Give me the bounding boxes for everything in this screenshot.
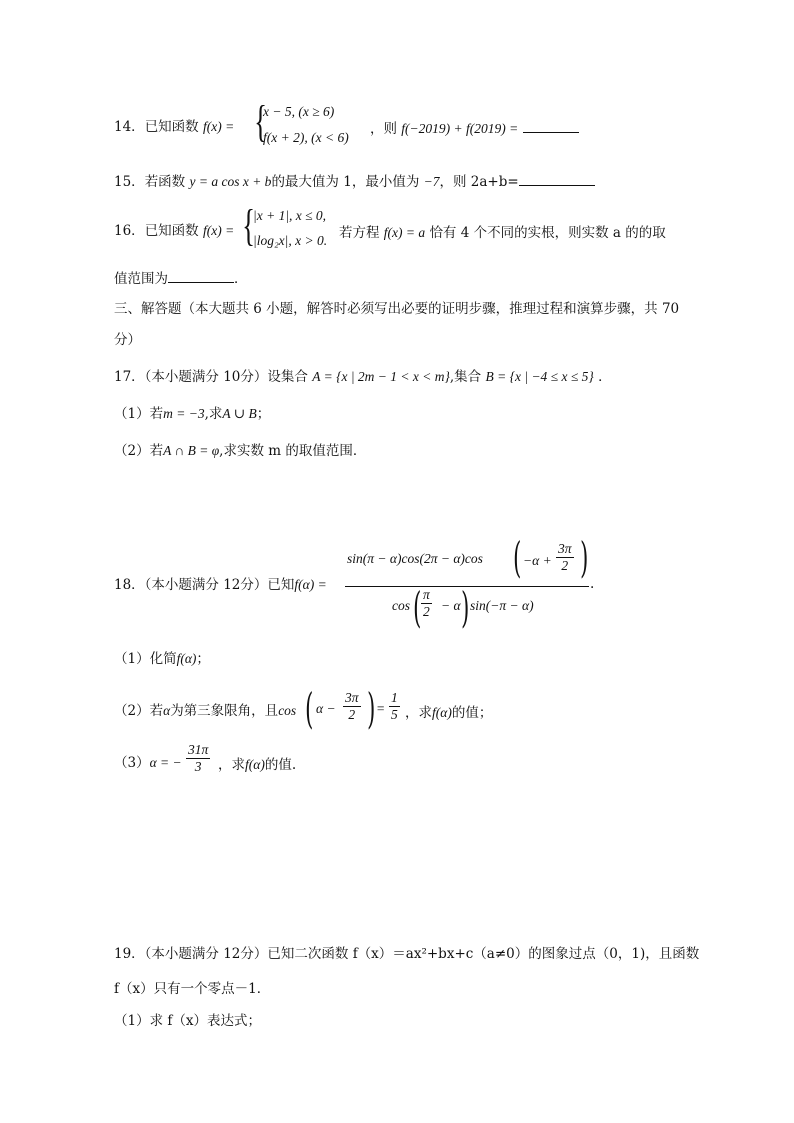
q18-denominator-cos: cos (392, 598, 410, 613)
q18-part2-value-top: 1 (391, 690, 398, 705)
q18-part3-alpha: α = − (149, 755, 182, 770)
q14-number: 14． (114, 119, 145, 135)
q18-part2-end: 的值； (451, 705, 493, 721)
q15-answer-blank[interactable] (519, 171, 595, 186)
q16-line2-end: ． (234, 271, 248, 287)
q14-brace: { (254, 97, 267, 146)
q19-part1: （1）求 f（x）表达式； (114, 1013, 261, 1029)
q18-part2-value-fraction (389, 690, 400, 723)
q18-heading: 18．（本小题满分 12分）已知 (114, 577, 295, 593)
q14-expression: f(−2019) + f(2019) = (401, 121, 519, 136)
q18-part2-value-bottom: 5 (391, 707, 398, 722)
q18-part2-right-paren: ) (367, 684, 376, 733)
q18-den-fraction-bottom: 2 (421, 603, 432, 620)
q15-expression: y = a cos x + b (189, 174, 272, 189)
q17-part2-prefix: （2）若 (114, 443, 164, 459)
q18-part3-fraction-top: 31π (188, 742, 209, 757)
q17-heading: 17．（本小题满分 10分）设集合 (114, 369, 308, 385)
q18-den-fraction (421, 587, 432, 620)
q18-num-fraction (556, 541, 574, 574)
q18-part2-fraction-top: 3π (345, 690, 359, 705)
q18-num-fraction-top: 3π (558, 541, 572, 556)
q18-part3-fraction (186, 742, 210, 775)
q16-text-b: 恰有 4 个不同的实根，则实数 a 的的取 (429, 225, 666, 241)
q14-function-name: f(x) = (202, 119, 235, 134)
q17-part2-expr: A ∩ B = φ (163, 443, 220, 458)
q17-end: ． (598, 369, 612, 385)
section-3-heading-line-2: 分） (114, 332, 141, 348)
q18-num-paren-text: −α + (523, 553, 552, 568)
q15-text-c: ，则 2a+b= (439, 174, 519, 190)
q16-case-2: |log₂x|, x > 0. (253, 233, 328, 248)
q17-set-b: B = {x | −4 ≤ x ≤ 5} (485, 369, 594, 384)
q18-part2-equals: = (376, 701, 386, 716)
q18-part3-f: f(α) (245, 757, 265, 772)
q18-numerator (347, 551, 483, 567)
q18-part3-fraction-bottom: 3 (186, 758, 210, 775)
q16-brace: { (242, 201, 255, 250)
q19-line-2: f（x）只有一个零点－1． (114, 981, 271, 997)
q18-part2-prefix: （2）若 (114, 703, 164, 719)
section-3-heading-line-1: 三、解答题（本大题共 6 小题，解答时必须写出必要的证明步骤，推理过程和演算步骤，共 70 (114, 301, 680, 317)
q18-part3-end: 的值. (264, 757, 297, 773)
q16-line2: 值范围为 (114, 271, 168, 287)
q18-part3-post: ，求 (218, 757, 245, 773)
q17-part1-end: ； (256, 406, 271, 422)
q16-prefix: 已知函数 (144, 223, 199, 239)
q18-part3-prefix: （3） (114, 755, 150, 771)
q16-equation: f(x) = a (383, 225, 426, 240)
q16-function-name: f(x) = (202, 223, 235, 238)
q19-line-1: 19．（本小题满分 12分）已知二次函数 f（x）＝ax²+bx+c（a≠0）的图象过点（0，1)，且函数 (114, 946, 700, 962)
q16-case-1: |x + 1|, x ≤ 0, (253, 208, 327, 223)
q14-answer-blank[interactable] (523, 118, 579, 133)
q18-part2-alpha-minus: α − (316, 701, 336, 716)
q18-den-fraction-top: π (423, 587, 430, 602)
q18-denominator-sin: sin(−π − α) (470, 598, 534, 613)
q15-min-value: −7 (423, 174, 440, 189)
q16-text-a: 若方程 (339, 225, 380, 241)
q16-answer-blank[interactable] (168, 268, 234, 283)
q18-num-right-paren: ) (580, 533, 589, 582)
q18-den-paren-text: − α (441, 598, 461, 613)
q15-text-b: 的最大值为 1，最小值为 (271, 174, 420, 190)
q18-num-left-paren: ( (513, 533, 522, 582)
q18-part2-cos: cos (278, 703, 297, 718)
q18-part1-f: f(α) (176, 651, 197, 666)
q18-den-right-paren: ) (461, 583, 470, 632)
q16-number: 16． (114, 223, 145, 239)
q18-numerator-text: sin(π − α)cos(2π − α)cos (347, 551, 483, 566)
q15-text-a: 若函数 (144, 174, 186, 190)
q17-part2-post: ,求实数 m 的取值范围． (219, 443, 367, 459)
q18-part2-alpha: α (163, 703, 171, 718)
q18-part2-mid: 为第三象限角，且 (170, 703, 279, 719)
q18-den-left-paren: ( (413, 583, 422, 632)
q17-part1-expr: A ∪ B (222, 406, 257, 421)
q14-prefix: 已知函数 (144, 119, 199, 135)
q14-suffix: ，则 (370, 121, 397, 137)
question-15 (114, 171, 595, 192)
q18-part1-prefix: （1）化简 (114, 651, 177, 667)
q18-part2-fraction-bottom: 2 (343, 706, 361, 723)
q14-case-2: f(x + 2), (x < 6) (263, 130, 349, 145)
q17-part1-mid: ,求 (204, 406, 223, 422)
q17-part1-m: m = −3 (163, 406, 205, 421)
q17-set-a: A = {x | 2m − 1 < x < m} (312, 369, 450, 384)
q18-part2-post: ，求 (405, 705, 432, 721)
q17-mid: ,集合 (449, 369, 482, 385)
q14-case-1: x − 5, (x ≥ 6) (263, 104, 335, 119)
q17-part1-prefix: （1）若 (114, 406, 164, 422)
q18-part2-f: f(α) (432, 705, 452, 720)
q15-number: 15． (114, 174, 145, 190)
q18-part2-fraction (343, 690, 361, 723)
q18-part1-end: ； (196, 651, 210, 667)
q18-num-fraction-bottom: 2 (556, 557, 574, 574)
q18-part2-left-paren: ( (305, 684, 314, 733)
q18-function-name: f(α) = (294, 577, 327, 592)
